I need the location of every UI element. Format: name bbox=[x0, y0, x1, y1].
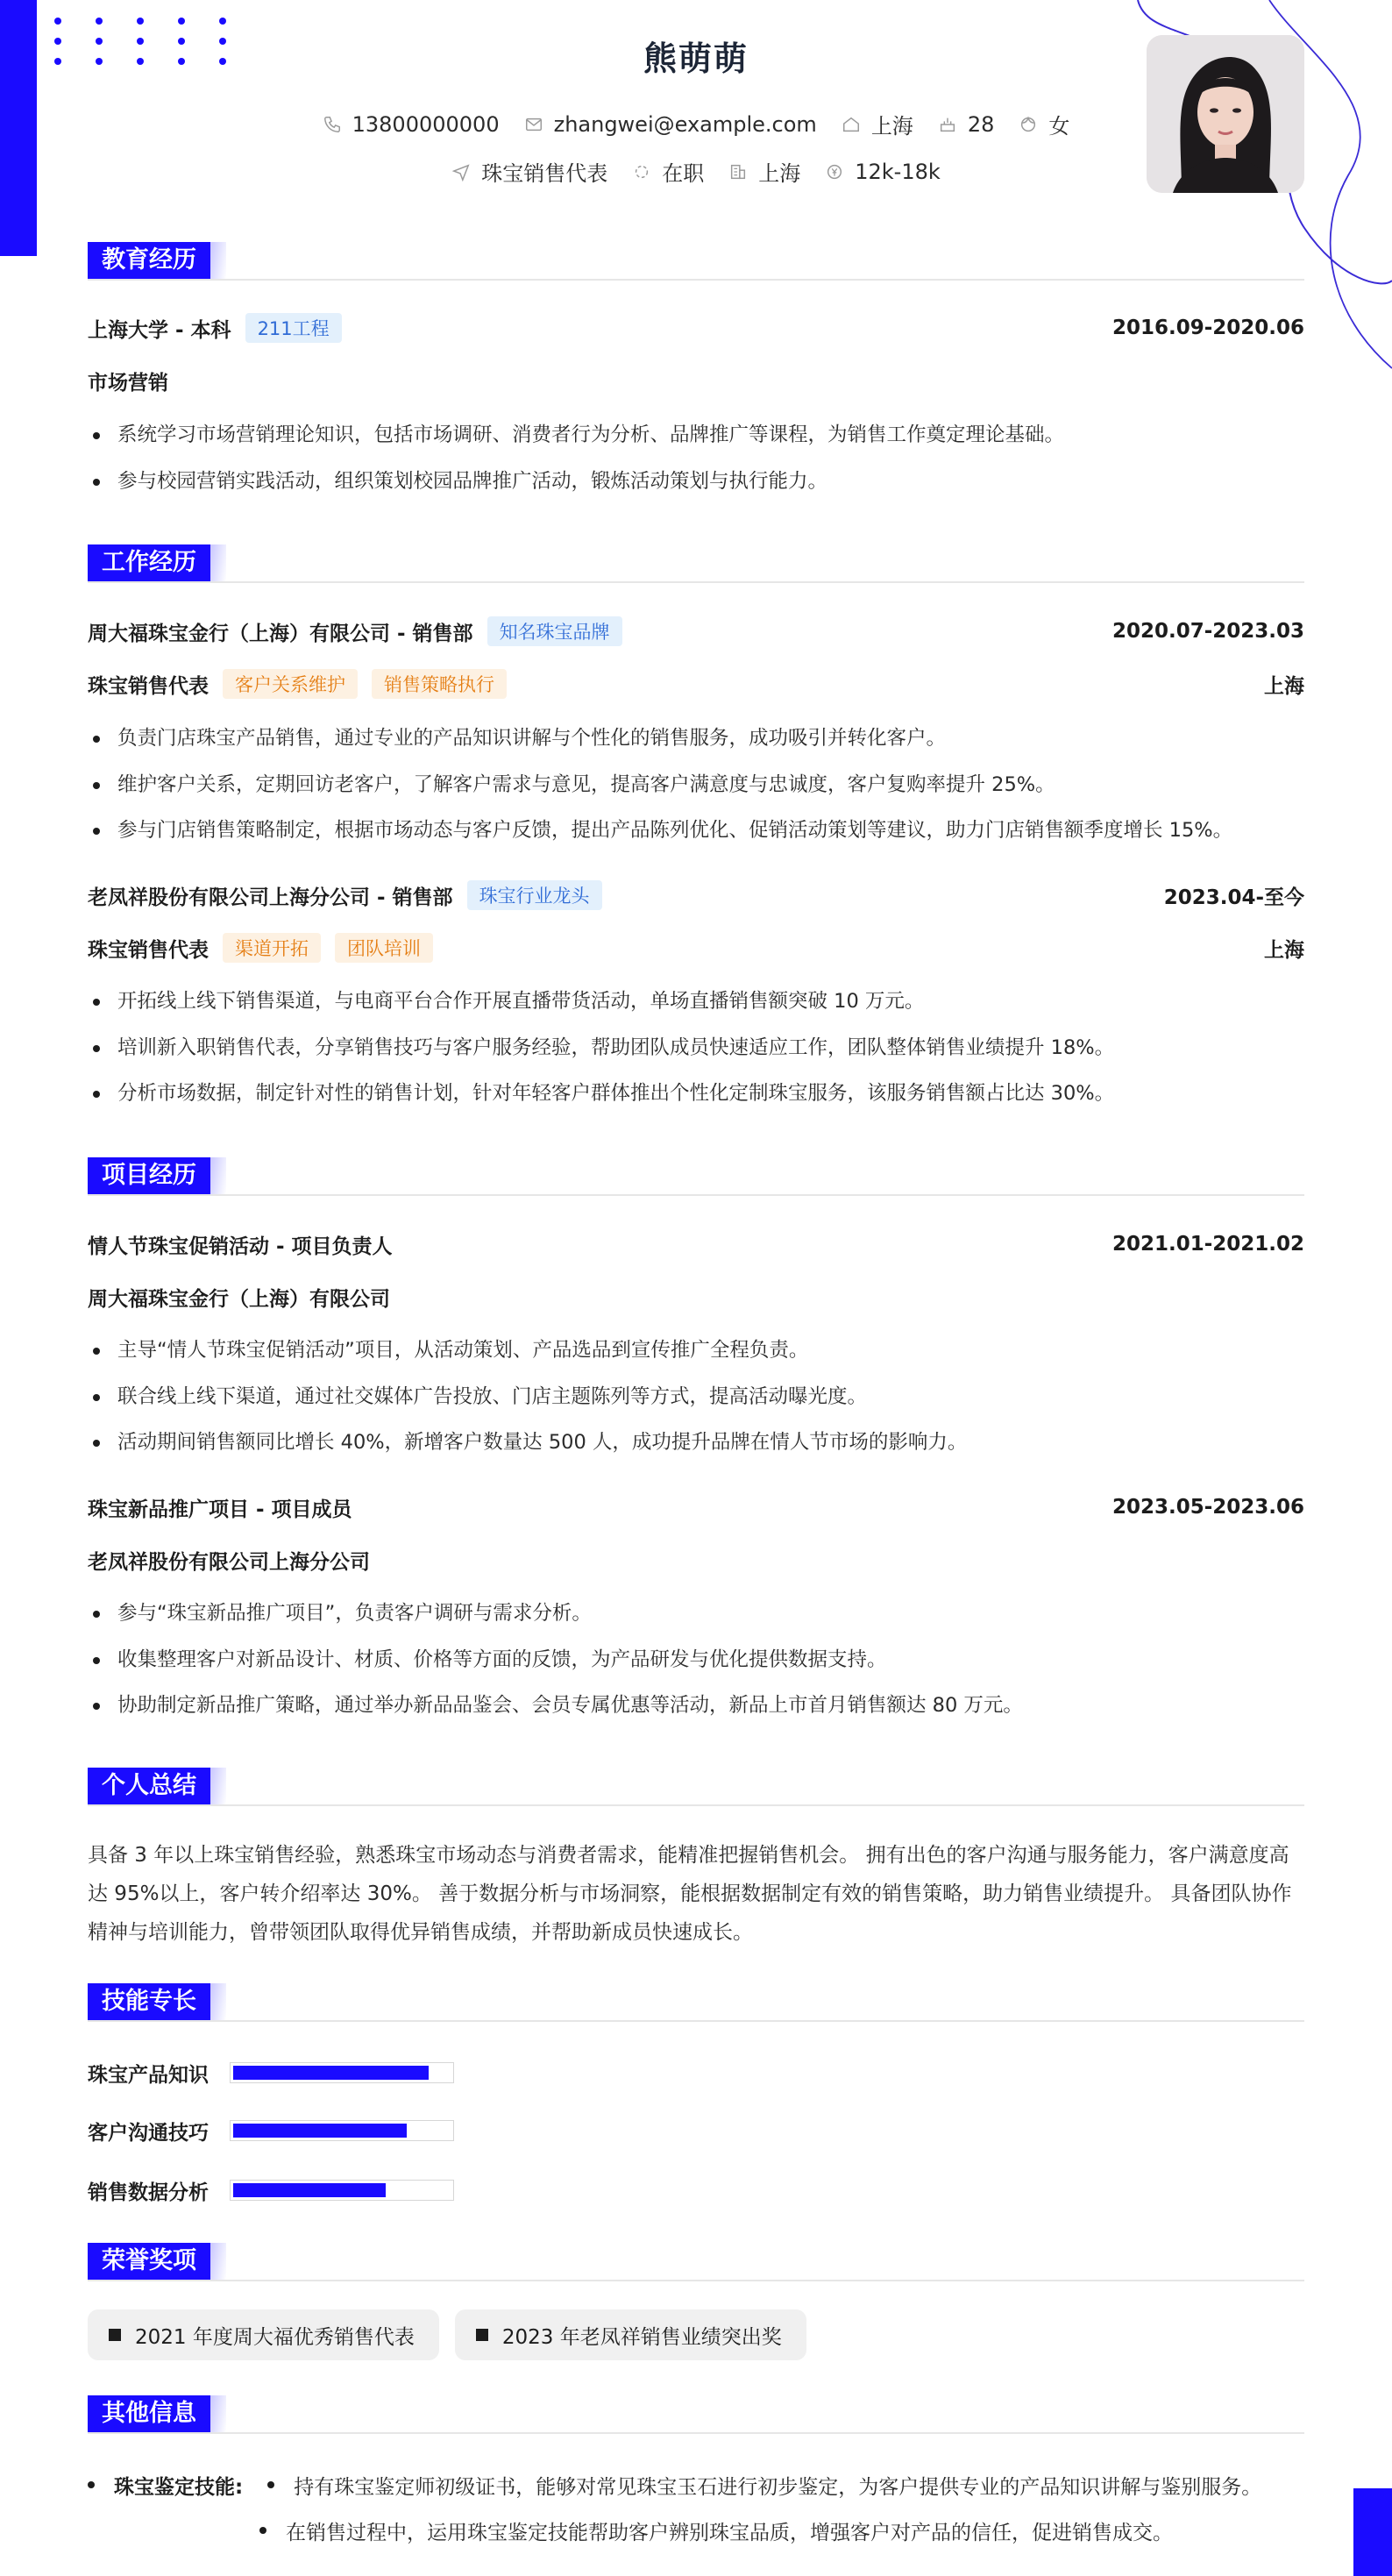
work-1-location: 上海 bbox=[1264, 674, 1304, 698]
honors-list bbox=[88, 2309, 806, 2360]
skill-name: 销售数据分析 bbox=[88, 2181, 209, 2204]
section-projects-title: 项目经历 bbox=[88, 1157, 1304, 1196]
list-item: 联合线上线下渠道，通过社交媒体广告投放、门店主题陈列等方式，提高活动曝光度。 bbox=[88, 1374, 1304, 1420]
salary-item bbox=[825, 156, 941, 187]
list-item: 开拓线上线下销售渠道，与电商平台合作开展直播带货活动，单场直播销售额突破 10 万元。 bbox=[88, 978, 1304, 1025]
summary-text: 具备 3 年以上珠宝销售经验，熟悉珠宝市场动态与消费者需求，能精准把握销售机会。 拥有出色的客户沟通与服务能力，客户满意度高达 95%以上，客户转介绍率达 30%。 善于数据分析与市场洞察，能根据数据制定有效的销售策略，助力销售业绩提升。 具备团队协作精神与培训能力，曾带领团队取得优异销售成绩，并帮助新成员快速成长。 bbox=[88, 1844, 1292, 1944]
list-item: 参与校园营销实践活动，组织策划校园品牌推广活动，锻炼活动策划与执行能力。 bbox=[88, 459, 1304, 505]
work-2-location: 上海 bbox=[1264, 938, 1304, 962]
education-major-row bbox=[88, 366, 1304, 395]
list-item: 系统学习市场营销理论知识，包括市场调研、消费者行为分析、品牌推广等课程，为销售工作奠定理论基础。 bbox=[88, 412, 1304, 459]
status-text: 在职 bbox=[662, 161, 705, 186]
project-1-period: 2021.01-2021.02 bbox=[1111, 1233, 1304, 1256]
work-city-text: 上海 bbox=[758, 161, 801, 186]
education-school: 上海大学 - 本科 bbox=[88, 318, 231, 342]
list-item: 活动期间销售额同比增长 40%，新增客户数量达 500 人，成功提升品牌在情人节市场的影响力。 bbox=[88, 1420, 1304, 1466]
project-1-head bbox=[88, 1230, 1304, 1258]
other-info-row bbox=[88, 2462, 1304, 2508]
education-bullets bbox=[88, 412, 1304, 504]
section-work-title: 工作经历 bbox=[88, 544, 1304, 583]
work-entry-1-role-row bbox=[88, 670, 1304, 698]
work-2-company: 老凤祥股份有限公司上海分公司 - 销售部 bbox=[88, 886, 453, 909]
phone-icon bbox=[323, 115, 342, 134]
project-2-bullets bbox=[88, 1590, 1304, 1729]
honor-item: 2021 年度周大福优秀销售代表 bbox=[88, 2309, 439, 2360]
city-item bbox=[842, 109, 913, 139]
square-bullet-icon bbox=[109, 2329, 121, 2341]
cake-icon bbox=[938, 115, 957, 134]
work-2-tag: 团队培训 bbox=[335, 933, 433, 963]
email-item bbox=[524, 109, 817, 139]
gender-icon bbox=[1019, 115, 1038, 134]
age-item bbox=[938, 109, 995, 139]
list-item: 协助制定新品推广策略，通过举办新品品鉴会、会员专属优惠等活动，新品上市首月销售额达 80 万元。 bbox=[88, 1683, 1304, 1729]
education-major: 市场营销 bbox=[88, 371, 168, 395]
building-icon bbox=[728, 162, 748, 181]
section-summary-title: 个人总结 bbox=[88, 1768, 1304, 1806]
list-item: 参与门店销售策略制定，根据市场动态与客户反馈，提出产品陈列优化、促销活动策划等建议，助力门店销售额季度增长 15%。 bbox=[88, 808, 1304, 854]
work-1-role: 珠宝销售代表 bbox=[88, 674, 209, 698]
city-text: 上海 bbox=[870, 114, 913, 139]
project-2-period: 2023.05-2023.06 bbox=[1111, 1496, 1304, 1519]
skill-row bbox=[88, 2117, 454, 2145]
skill-bar bbox=[230, 2120, 454, 2141]
phone-text: 13800000000 bbox=[352, 111, 500, 137]
list-item: 参与“珠宝新品推广项目”，负责客户调研与需求分析。 bbox=[88, 1590, 1304, 1637]
section-education-title: 教育经历 bbox=[88, 242, 1304, 281]
skill-level-fill bbox=[233, 2066, 429, 2080]
resume-name: 熊萌萌 bbox=[643, 39, 749, 78]
project-1-title: 情人节珠宝促销活动 - 项目负责人 bbox=[88, 1235, 393, 1258]
bullet-dot bbox=[267, 2481, 274, 2488]
list-item: 主导“情人节珠宝促销活动”项目，从活动策划、产品选品到宣传推广全程负责。 bbox=[88, 1327, 1304, 1374]
list-item: 负责门店珠宝产品销售，通过专业的产品知识讲解与个性化的销售服务，成功吸引并转化客户。 bbox=[88, 715, 1304, 762]
job-target-text: 珠宝销售代表 bbox=[481, 161, 608, 186]
work-2-bullets bbox=[88, 978, 1304, 1117]
other-info-item: 持有珠宝鉴定师初级证书，能够对常见珠宝玉石进行初步鉴定，为客户提供专业的产品知识讲解与鉴别服务。 bbox=[294, 2475, 1262, 2499]
work-1-badge: 知名珠宝品牌 bbox=[487, 616, 622, 646]
honor-item: 2023 年老凤祥销售业绩突出奖 bbox=[455, 2309, 806, 2360]
work-2-tag: 渠道开拓 bbox=[223, 933, 321, 963]
money-icon bbox=[825, 162, 844, 181]
section-other-title: 其他信息 bbox=[88, 2395, 1304, 2434]
email-text: zhangwei@example.com bbox=[553, 111, 817, 137]
skill-row bbox=[88, 2176, 454, 2204]
other-info bbox=[88, 2462, 1304, 2553]
skill-row bbox=[88, 2059, 454, 2087]
square-bullet-icon bbox=[476, 2329, 488, 2341]
work-entry-2-head bbox=[88, 881, 1304, 909]
age-text: 28 bbox=[967, 111, 995, 137]
list-item: 分析市场数据，制定针对性的销售计划，针对年轻客户群体推出个性化定制珠宝服务，该服务销售额占比达 30%。 bbox=[88, 1071, 1304, 1117]
work-1-bullets bbox=[88, 715, 1304, 854]
work-city-item bbox=[728, 156, 800, 187]
project-2-title: 珠宝新品推广项目 - 项目成员 bbox=[88, 1498, 352, 1521]
education-entry-head bbox=[88, 314, 1304, 342]
work-2-role: 珠宝销售代表 bbox=[88, 938, 209, 962]
list-item: 维护客户关系，定期回访老客户，了解客户需求与意见，提高客户满意度与忠诚度，客户复购率提升 25%。 bbox=[88, 762, 1304, 808]
work-1-period: 2020.07-2023.03 bbox=[1111, 620, 1304, 643]
work-entry-2-role-row bbox=[88, 934, 1304, 962]
status-item bbox=[632, 156, 704, 187]
education-period: 2016.09-2020.06 bbox=[1111, 317, 1304, 339]
send-icon bbox=[451, 162, 471, 181]
skill-level-fill bbox=[233, 2183, 386, 2197]
skill-bar bbox=[230, 2180, 454, 2201]
mail-icon bbox=[524, 115, 543, 134]
salary-text: 12k-18k bbox=[855, 159, 941, 184]
work-entry-1-head bbox=[88, 617, 1304, 645]
project-2-head bbox=[88, 1493, 1304, 1521]
skill-name: 客户沟通技巧 bbox=[88, 2121, 209, 2145]
other-info-label: 珠宝鉴定技能: bbox=[114, 2475, 244, 2499]
work-2-badge: 珠宝行业龙头 bbox=[467, 880, 602, 910]
project-2-org-row bbox=[88, 1546, 1304, 1574]
other-info-row bbox=[88, 2508, 1304, 2553]
gender-text: 女 bbox=[1048, 114, 1070, 139]
skill-bar bbox=[230, 2062, 454, 2083]
gender-item bbox=[1019, 109, 1069, 139]
bullet-dot bbox=[88, 2481, 95, 2488]
profile-photo bbox=[1147, 35, 1304, 193]
status-icon bbox=[632, 162, 651, 181]
work-2-period: 2023.04-至今 bbox=[1163, 886, 1304, 909]
education-badge: 211工程 bbox=[245, 313, 342, 343]
home-icon bbox=[842, 115, 861, 134]
phone-item bbox=[323, 109, 500, 139]
work-1-tag: 客户关系维护 bbox=[223, 669, 358, 699]
work-1-tag: 销售策略执行 bbox=[372, 669, 507, 699]
bullet-dot bbox=[259, 2527, 266, 2534]
project-1-org-row bbox=[88, 1283, 1304, 1311]
work-1-company: 周大福珠宝金行（上海）有限公司 - 销售部 bbox=[88, 622, 473, 645]
list-item: 收集整理客户对新品设计、材质、价格等方面的反馈，为产品研发与优化提供数据支持。 bbox=[88, 1637, 1304, 1683]
section-skills-title: 技能专长 bbox=[88, 1983, 1304, 2022]
skill-level-fill bbox=[233, 2124, 407, 2138]
project-2-org: 老凤祥股份有限公司上海分公司 bbox=[88, 1550, 370, 1574]
section-honors-title: 荣誉奖项 bbox=[88, 2243, 1304, 2281]
other-info-item: 在销售过程中，运用珠宝鉴定技能帮助客户辨别珠宝品质，增强客户对产品的信任，促进销售成交。 bbox=[286, 2521, 1173, 2544]
project-1-bullets bbox=[88, 1327, 1304, 1466]
list-item: 培训新入职销售代表，分享销售技巧与客户服务经验，帮助团队成员快速适应工作，团队整体销售业绩提升 18%。 bbox=[88, 1025, 1304, 1071]
decorative-corner-block bbox=[1353, 2488, 1392, 2576]
skill-name: 珠宝产品知识 bbox=[88, 2063, 209, 2087]
project-1-org: 周大福珠宝金行（上海）有限公司 bbox=[88, 1287, 390, 1311]
job-target-item bbox=[451, 156, 607, 187]
